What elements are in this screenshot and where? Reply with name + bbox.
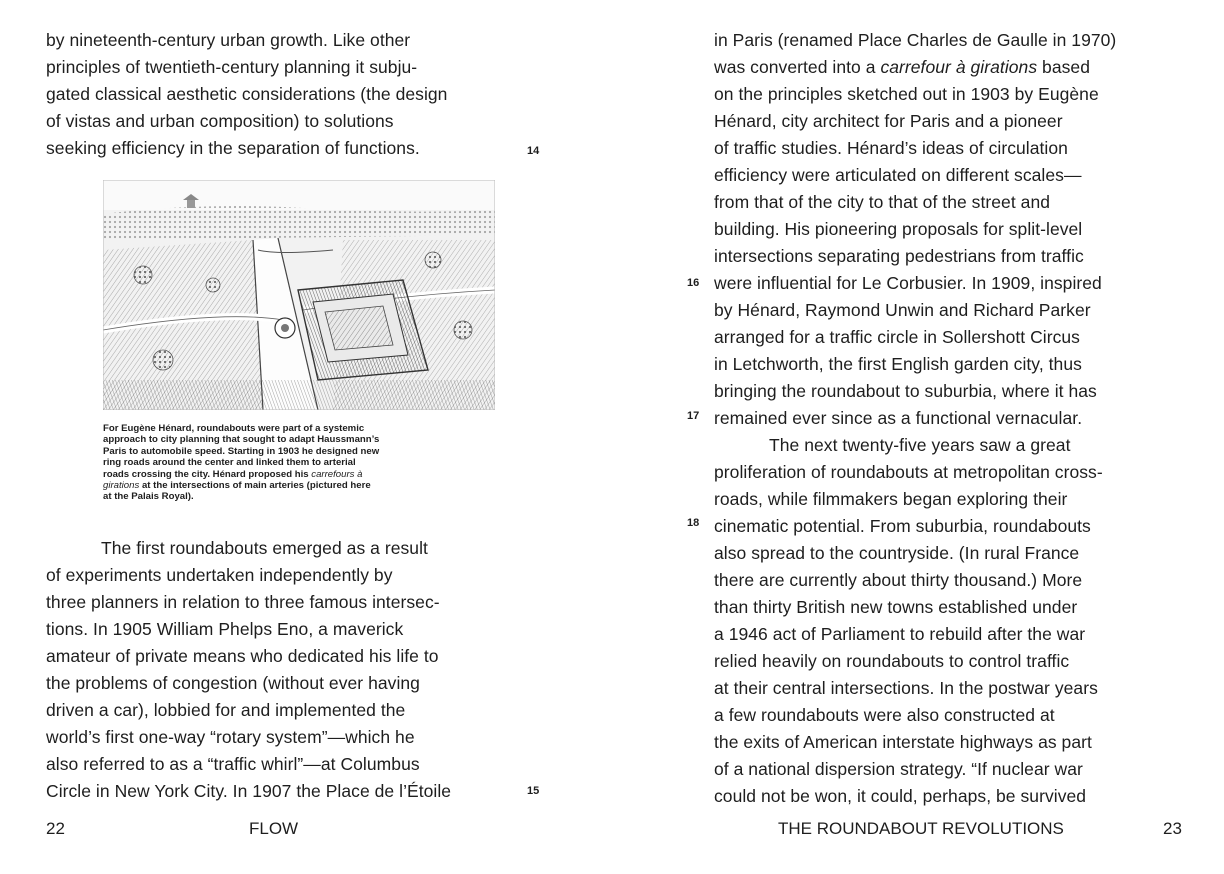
text-line: than thirty British new towns established under [714,597,1078,617]
text-line: the problems of congestion (without ever having [46,673,420,693]
engraving-illustration [103,180,495,410]
text-line: seeking efficiency in the separation of functions. [46,138,420,158]
italic-term: carrefour à girations [880,57,1038,77]
text-line: bringing the roundabout to suburbia, where it has [714,381,1097,401]
text-line: world’s first one-way “rotary system”—which he [46,727,415,747]
text-line: cinematic potential. From suburbia, roundabouts [714,516,1091,536]
text-line: of a national dispersion strategy. “If nuclear war [714,759,1083,779]
caption-line: For Eugène Hénard, roundabouts were part of a systemic [103,423,365,434]
footnote-marker-14: 14 [527,145,540,157]
text-line: of traffic studies. Hénard’s ideas of circulation [714,138,1068,158]
caption-line [103,480,371,491]
text-line: a 1946 act of Parliament to rebuild after the war [714,624,1086,644]
text-segment: based [1042,57,1090,77]
right-page [612,0,1224,874]
text-line: building. His pioneering proposals for split-level [714,219,1083,239]
footnote-marker-16: 16 [687,277,700,289]
text-line: could not be won, it could, perhaps, be survived [714,786,1087,806]
caption-italic: carrefours à [311,468,363,480]
footnote-marker-15: 15 [527,785,540,797]
caption-line: at the Palais Royal). [103,491,194,503]
text-line: also spread to the countryside. (In rural France [714,543,1080,563]
text-line: efficiency were articulated on different scales— [714,165,1082,185]
caption-line [103,469,362,480]
aerial-engraving-image [103,180,495,410]
text-segment: was converted into a [714,57,876,77]
text-line: from that of the city to that of the street and [714,192,1051,212]
text-line: of experiments undertaken independently by [46,565,393,585]
footnote-marker-17: 17 [687,410,700,422]
text-line: tions. In 1905 William Phelps Eno, a maverick [46,619,404,639]
text-line: were influential for Le Corbusier. In 1909, inspired [714,273,1102,293]
text-line: of vistas and urban composition) to solutions [46,111,394,131]
text-line: proliferation of roundabouts at metropolitan cross- [714,462,1103,482]
text-line: in Paris (renamed Place Charles de Gaulle in 1970) [714,30,1117,50]
text-line: principles of twentieth-century planning it subju- [46,57,418,77]
footnote-marker-18: 18 [687,517,700,529]
caption-line: Paris to automobile speed. Starting in 1903 he designed new [103,445,380,457]
text-line: Circle in New York City. In 1907 the Place de l’Étoile [46,781,452,801]
text-line: there are currently about thirty thousand.) More [714,570,1083,590]
text-line: also referred to as a “traffic whirl”—at Columbus [46,754,420,774]
text-line: the exits of American interstate highways as part [714,732,1092,752]
caption-line: ring roads around the center and linked them to arterial [103,457,356,469]
page-number-left: 22 [46,819,65,838]
running-title-right: THE ROUNDABOUT REVOLUTIONS [778,819,1064,838]
text-line: three planners in relation to three famous intersec- [46,592,440,612]
page-number-right: 23 [1163,819,1182,838]
text-line: roads, while filmmakers began exploring their [714,489,1068,509]
text-line: The first roundabouts emerged as a result [101,538,428,558]
caption-text: at the intersections of main arteries (pictured here [141,480,371,491]
text-line: The next twenty-five years saw a great [769,435,1071,455]
text-line: Hénard, city architect for Paris and a pioneer [714,111,1063,131]
text-line: intersections separating pedestrians from traffic [714,246,1084,266]
text-line: arranged for a traffic circle in Sollershott Circus [714,327,1080,347]
text-line: by Hénard, Raymond Unwin and Richard Parker [714,300,1091,320]
text-line: at their central intersections. In the postwar years [714,678,1098,698]
text-line: gated classical aesthetic considerations (the design [46,84,448,104]
text-line [714,54,1090,81]
caption-italic: girations [103,480,140,491]
text-line: by nineteenth-century urban growth. Like other [46,30,411,50]
text-line: driven a car), lobbied for and implemented the [46,700,406,720]
text-line: amateur of private means who dedicated his life to [46,646,439,666]
text-line: remained ever since as a functional vernacular. [714,408,1083,428]
text-line: on the principles sketched out in 1903 by Eugène [714,84,1099,104]
text-line: relied heavily on roundabouts to control traffic [714,651,1070,671]
running-title-left: FLOW [249,819,299,838]
text-line: in Letchworth, the first English garden city, thus [714,354,1082,374]
caption-line: approach to city planning that sought to adapt Haussmann’s [103,434,380,446]
caption-text: roads crossing the city. Hénard proposed his [103,468,309,480]
text-line: a few roundabouts were also constructed at [714,705,1055,725]
